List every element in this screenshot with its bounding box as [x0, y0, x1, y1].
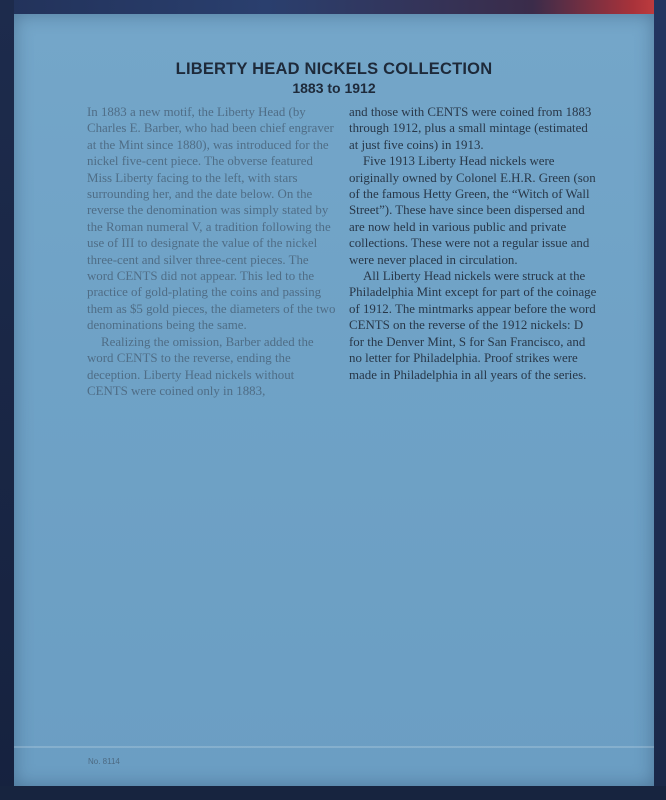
album-page	[14, 14, 654, 786]
page-footer-number: No. 8114	[88, 757, 120, 766]
left-paragraph-2: Realizing the omission, Barber added the word CENTS to the reverse, ending the deception. Liberty Head nickels without CENTS were coined only in 1883,	[87, 334, 314, 398]
background-right-edge	[654, 0, 666, 800]
background-left-edge	[0, 0, 14, 800]
left-text-column	[87, 104, 337, 399]
right-text-column	[349, 104, 599, 383]
right-paragraph-3: All Liberty Head nickels were struck at the Philadelphia Mint except for part of the coinage of 1912. The mintmarks appear before the word CENTS on the reverse of the 1912 nickels: D for the Denver Mint, S for San Francisco, and no letter for Philadelphia. Proof strikes were made in Philadelphia in all years of the series.	[349, 269, 597, 382]
left-paragraph-1: In 1883 a new motif, the Liberty Head (by Charles E. Barber, who had been chief engraver at the Mint since 1880), was introduced for the nickel five-cent piece. The obverse featured Miss Liberty facing to the left, with stars surrounding her, and the date below. On the reverse the denomination was simply stated by the Roman numeral V, a tradition following the use of III to designate the value of the nickel three-cent and silver three-cent pieces. The word CENTS did not appear. This led to the practice of gold-plating the coins and passing them as $5 gold pieces, the diameters of the two denominations being the same.	[87, 105, 336, 333]
page-subtitle: 1883 to 1912	[292, 80, 376, 96]
background-bottom-edge	[0, 786, 666, 800]
right-paragraph-1: and those with CENTS were coined from 1883 through 1912, plus a small mintage (estimated at just five coins) in 1913.	[349, 105, 592, 152]
right-paragraph-2: Five 1913 Liberty Head nickels were originally owned by Colonel E.H.R. Green (son of the famous Hetty Green, the “Witch of Wall Street”). These have since been dispersed and are now held in various public and private collections. These were not a regular issue and were never placed in circulation.	[349, 154, 596, 267]
page-title: LIBERTY HEAD NICKELS COLLECTION	[175, 60, 493, 78]
